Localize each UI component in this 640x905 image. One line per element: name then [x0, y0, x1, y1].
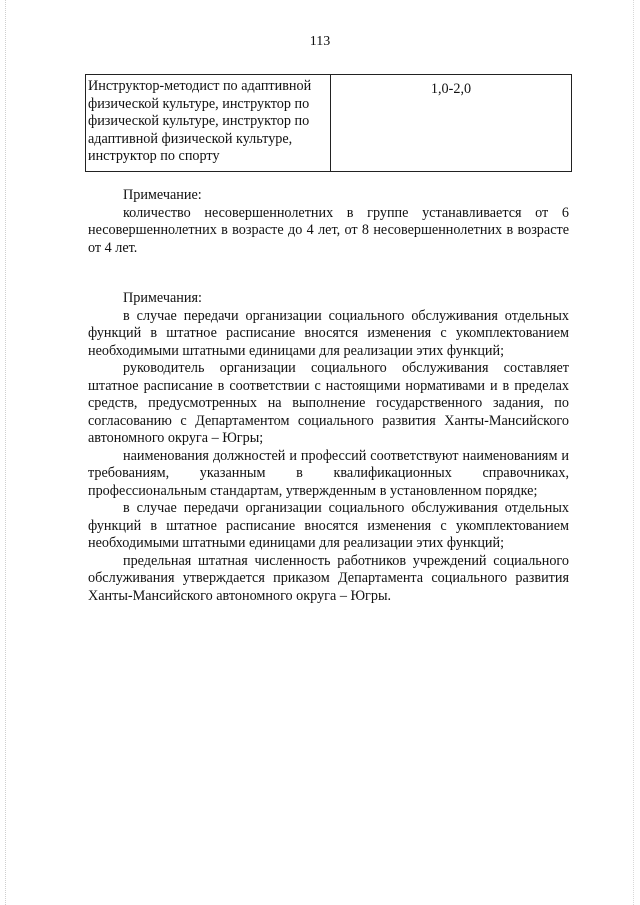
- table-row: [86, 75, 572, 172]
- note-paragraph: руководитель организации социального обслуживания составляет штатное расписание в соответствии с настоящими нормативами и в пределах средств, предусмотренных на выполнение государственного задания, по согласованию с Департаментом социального развития Ханты-Мансийского автономного округа – Югры;: [88, 360, 569, 446]
- note-paragraph: количество несовершеннолетних в группе устанавливается от 6 несовершеннолетних в возрасте до 4 лет, от 8 несовершеннолетних в возрасте от 4 лет.: [88, 204, 569, 256]
- note-section-2: [88, 290, 569, 605]
- rate-cell: 1,0-2,0: [331, 75, 572, 172]
- note-paragraph: предельная штатная численность работников учреждений социального обслуживания утверждается приказом Департамента социального развития Ханты-Мансийского автономного округа – Югры.: [88, 552, 569, 604]
- note-paragraph: наименования должностей и профессий соответствуют наименованиям и требованиям, указанным в квалификационных справочниках, профессиональным стандартам, утвержденным в установленном порядке;: [88, 447, 569, 499]
- position-cell: Инструктор-методист по адаптивной физической культуре, инструктор по физической культуре, инструктор по адаптивной физической культуре, инструктор по спорту: [86, 75, 331, 172]
- scan-edge-right: [633, 0, 635, 905]
- note-paragraph: в случае передачи организации социального обслуживания отдельных функций в штатное расписание вносятся изменения с укомплектованием необходимыми штатными единицами для реализации этих функций;: [88, 500, 569, 551]
- note-section-1: [88, 187, 569, 257]
- note-paragraph: в случае передачи организации социального обслуживания отдельных функций в штатное расписание вносятся изменения с укомплектованием необходимыми штатными единицами для реализации этих функций;: [88, 307, 569, 359]
- note-title: Примечание:: [123, 187, 202, 203]
- staff-norms-table: [85, 74, 572, 172]
- page-number: 113: [309, 34, 331, 49]
- scan-edge-left: [5, 0, 7, 905]
- notes-title: Примечания:: [123, 290, 202, 306]
